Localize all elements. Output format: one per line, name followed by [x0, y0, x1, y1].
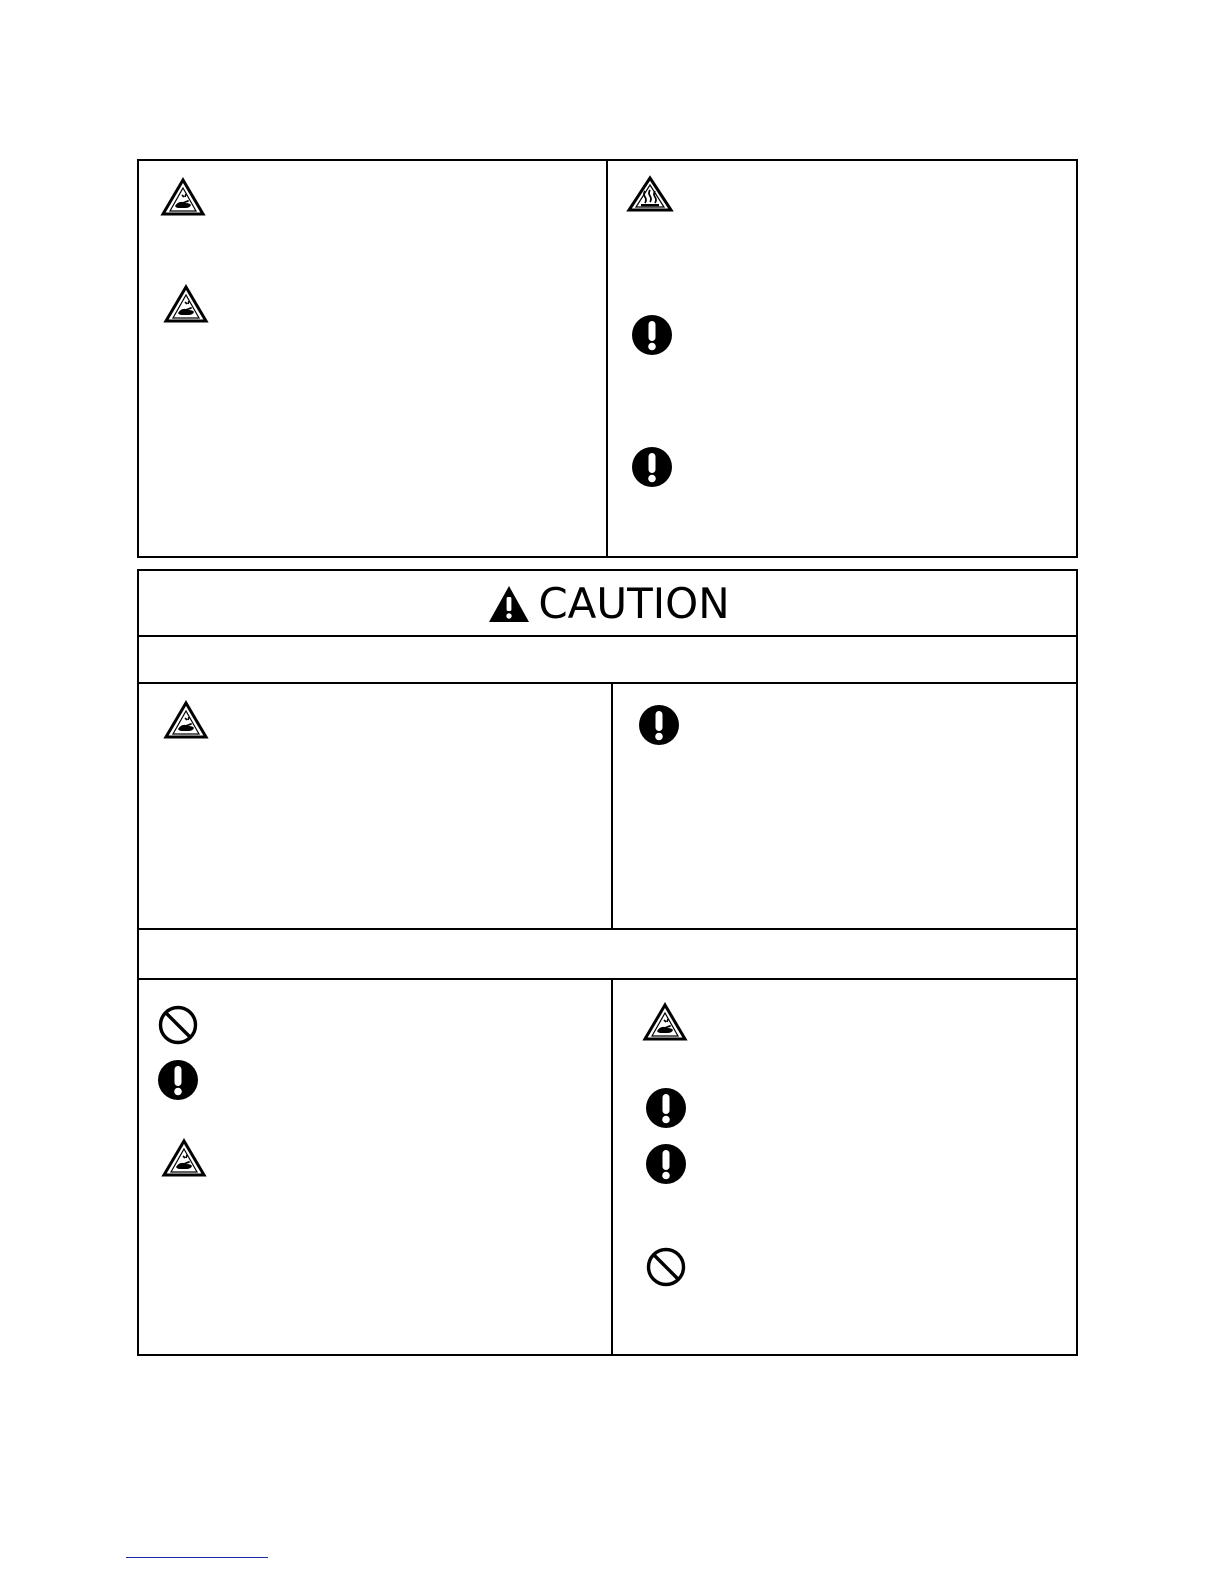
caution-heading-divider	[137, 635, 1078, 637]
section-2-top-divider	[137, 928, 1078, 930]
mandatory-action-icon	[645, 1087, 687, 1129]
prohibited-icon	[645, 1246, 687, 1288]
caution-title: CAUTION	[538, 579, 730, 628]
section-1-header-divider	[137, 682, 1078, 684]
hand-pinch-hazard-icon	[160, 177, 206, 217]
section-2-header-divider	[137, 978, 1078, 980]
warning-triangle-icon	[488, 585, 530, 623]
mandatory-action-icon	[631, 314, 673, 356]
hand-pinch-hazard-icon	[163, 700, 209, 740]
mandatory-action-icon	[638, 704, 680, 746]
section-1-column-divider	[611, 682, 613, 930]
caution-box	[137, 569, 1078, 1356]
hand-pinch-hazard-icon	[163, 284, 209, 324]
footer-link-rule	[126, 1557, 268, 1558]
prohibited-icon	[157, 1004, 199, 1046]
section-2-column-divider	[611, 978, 613, 1356]
mandatory-action-icon	[631, 446, 673, 488]
hand-pinch-hazard-icon	[642, 1002, 688, 1042]
mandatory-action-icon	[157, 1059, 199, 1101]
caution-heading	[140, 572, 1078, 636]
hot-surface-icon	[626, 175, 674, 213]
hand-pinch-hazard-icon	[161, 1138, 207, 1178]
top-column-divider	[606, 159, 608, 558]
mandatory-action-icon	[645, 1143, 687, 1185]
